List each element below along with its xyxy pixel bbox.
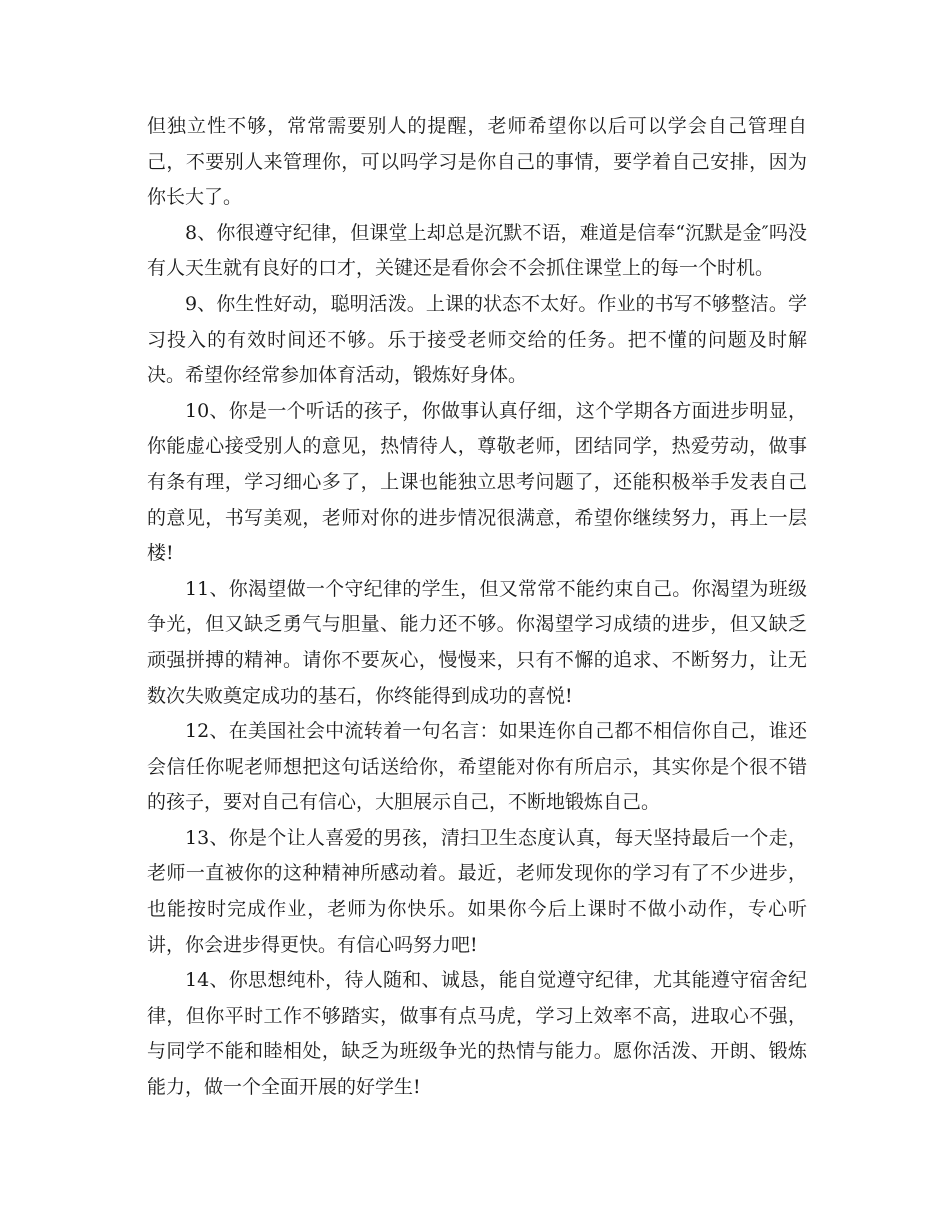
paragraph-comment-9: 9、你生性好动，聪明活泼。上课的状态不太好。作业的书写不够整洁。学习投入的有效时间还不够。乐于接受老师交给的任务。把不懂的问题及时解决。希望你经常参加体育活动，锻炼好身体。	[147, 292, 807, 387]
paragraph-comment-14: 14、你思想纯朴，待人随和、诚恳，能自觉遵守纪律，尤其能遵守宿舍纪律，但你平时工作不够踏实，做事有点马虎，学习上效率不高，进取心不强，与同学不能和睦相处，缺乏为班级争光的热情与能力。愿你活泼、开朗、锻炼能力，做一个全面开展的好学生!	[147, 969, 807, 1099]
document-body	[147, 109, 807, 1106]
paragraph-comment-11: 11、你渴望做一个守纪律的学生，但又常常不能约束自己。你渴望为班级争光，但又缺乏勇气与胆量、能力还不够。你渴望学习成绩的进步，但又缺乏顽强拼搏的精神。请你不要灰心，慢慢来，只有不懈的追求、不断努力，让无数次失败奠定成功的基石，你终能得到成功的喜悦!	[147, 577, 807, 707]
paragraph-comment-12: 12、在美国社会中流转着一句名言：如果连你自己都不相信你自己，谁还会信任你呢老师想把这句话送给你，希望能对你有所启示，其实你是个很不错的孩子，要对自己有信心，大胆展示自己，不断地锻炼自己。	[147, 720, 807, 814]
paragraph-comment-13: 13、你是个让人喜爱的男孩，清扫卫生态度认真，每天坚持最后一个走，老师一直被你的这种精神所感动着。最近，老师发现你的学习有了不少进步，也能按时完成作业，老师为你快乐。如果你今后上课时不做小动作，专心听讲，你会进步得更快。有信心吗努力吧!	[147, 826, 807, 956]
paragraph-comment-8: 8、你很遵守纪律，但课堂上却总是沉默不语，难道是信奉“沉默是金″吗没有人天生就有良好的口才，关键还是看你会不会抓住课堂上的每一个时机。	[147, 221, 807, 280]
paragraph-continuation: 但独立性不够，常常需要别人的提醒，老师希望你以后可以学会自己管理自己，不要别人来管理你，可以吗学习是你自己的事情，要学着自己安排，因为你长大了。	[147, 115, 807, 209]
paragraph-comment-10: 10、你是一个听话的孩子，你做事认真仔细，这个学期各方面进步明显，你能虚心接受别人的意见，热情待人，尊敬老师，团结同学，热爱劳动，做事有条有理，学习细心多了，上课也能独立思考问题了，还能积极举手发表自己的意见，书写美观，老师对你的进步情况很满意，希望你继续努力，再上一层楼!	[147, 399, 807, 565]
